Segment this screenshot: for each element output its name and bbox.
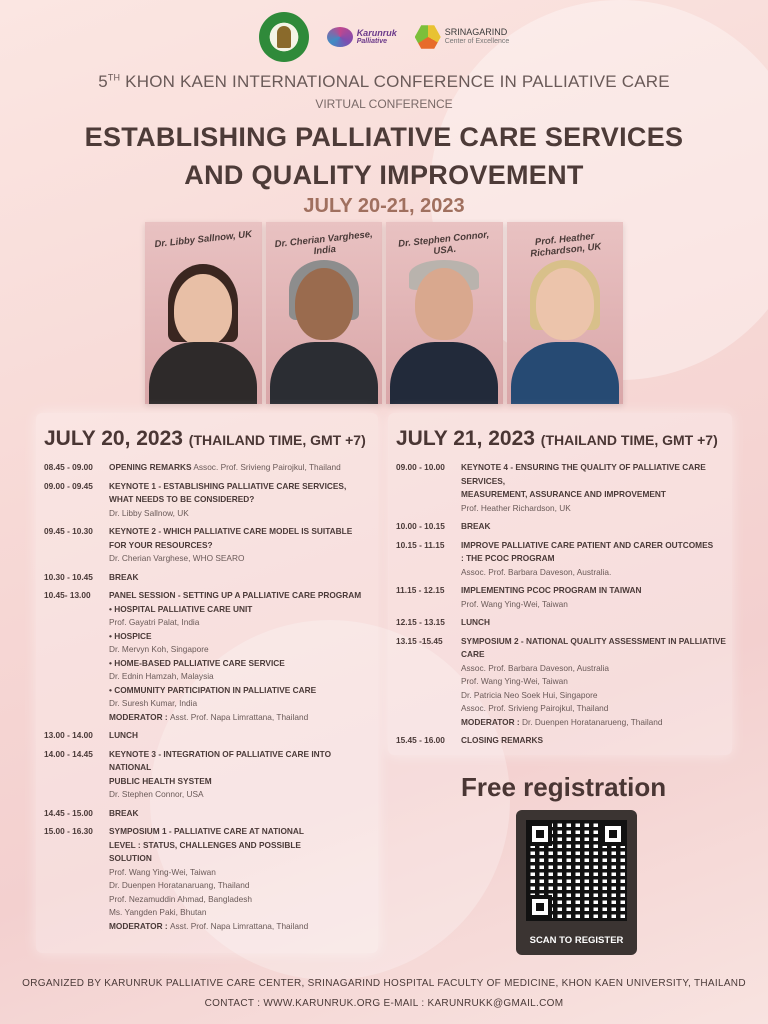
session-details bbox=[109, 480, 372, 521]
session-heading: MODERATOR : bbox=[461, 716, 522, 727]
session-row bbox=[44, 807, 372, 821]
speaker-card bbox=[507, 222, 624, 404]
day-2-sessions bbox=[396, 461, 726, 753]
karunruk-logo-icon bbox=[327, 27, 397, 47]
session-line bbox=[109, 507, 372, 521]
srinagarind-logo-sub: Center of Excellence bbox=[444, 38, 510, 46]
session-line bbox=[109, 788, 372, 802]
session-line bbox=[109, 748, 372, 775]
session-row bbox=[44, 589, 372, 724]
session-speaker: Dr. Stephen Connor, USA bbox=[109, 789, 204, 799]
conference-number: 5 bbox=[98, 72, 108, 91]
karunruk-logo-text: Karunruk bbox=[356, 28, 397, 38]
session-speaker: Prof. Wang Ying-Wei, Taiwan bbox=[461, 598, 568, 609]
session-heading: KEYNOTE 3 - INTEGRATION OF PALLIATIVE CARE INTO NATIONAL bbox=[109, 748, 332, 772]
session-heading: PANEL SESSION - SETTING UP A PALLIATIVE CARE PROGRAM bbox=[109, 590, 362, 600]
session-heading: FOR YOUR RESOURCES? bbox=[109, 539, 213, 550]
session-line bbox=[109, 866, 372, 880]
session-row bbox=[396, 584, 726, 611]
session-heading: OPENING REMARKS bbox=[109, 462, 192, 472]
event-title bbox=[0, 118, 768, 194]
day-1-timezone: (THAILAND TIME, GMT +7) bbox=[188, 432, 366, 448]
session-time: 13.15 -15.45 bbox=[396, 635, 443, 646]
session-line bbox=[461, 675, 726, 689]
session-row bbox=[44, 729, 372, 743]
session-heading: • HOSPICE bbox=[109, 630, 152, 641]
session-speaker: Assoc. Prof. Barbara Daveson, Australia. bbox=[461, 566, 612, 577]
session-row bbox=[396, 520, 726, 534]
session-heading: LUNCH bbox=[109, 730, 139, 740]
session-speaker: Dr. Cherian Varghese, WHO SEARO bbox=[109, 553, 245, 563]
session-line bbox=[109, 657, 372, 671]
session-time: 10.00 - 10.15 bbox=[396, 521, 445, 531]
session-line bbox=[461, 520, 726, 534]
session-row bbox=[396, 616, 726, 630]
session-line bbox=[109, 603, 372, 617]
session-heading: BREAK bbox=[109, 571, 139, 582]
logo-bar bbox=[0, 12, 768, 62]
session-heading: IMPLEMENTING PCOC PROGRAM IN TAIWAN bbox=[461, 585, 642, 595]
session-time: 10.45- 13.00 bbox=[44, 590, 91, 600]
session-line bbox=[109, 480, 372, 494]
session-row bbox=[44, 461, 372, 475]
session-heading: BREAK bbox=[461, 521, 491, 531]
session-details bbox=[461, 616, 726, 630]
event-dates: JULY 20-21, 2023 bbox=[303, 195, 465, 217]
session-heading: • HOSPITAL PALLIATIVE CARE UNIT bbox=[109, 603, 253, 614]
session-line bbox=[461, 734, 726, 748]
session-time: 10.15 - 11.15 bbox=[396, 539, 445, 550]
session-time: 12.15 - 13.15 bbox=[396, 617, 445, 627]
session-line bbox=[109, 552, 372, 566]
session-heading: • COMMUNITY PARTICIPATION IN PALLIATIVE CARE bbox=[109, 684, 317, 695]
session-heading: KEYNOTE 4 - ENSURING THE QUALITY OF PALLIATIVE CARE SERVICES, bbox=[461, 462, 706, 486]
session-time: 14.45 - 15.00 bbox=[44, 807, 93, 818]
session-line bbox=[109, 697, 372, 711]
session-heading: LEVEL : STATUS, CHALLENGES AND POSSIBLE bbox=[109, 839, 301, 850]
session-line bbox=[109, 670, 372, 684]
session-details bbox=[461, 539, 726, 580]
session-line bbox=[109, 729, 372, 743]
session-line bbox=[109, 525, 372, 539]
session-line bbox=[109, 775, 372, 789]
session-line bbox=[109, 807, 372, 821]
karunruk-logo-sub: Palliative bbox=[356, 38, 388, 45]
session-details bbox=[461, 461, 726, 515]
session-time: 13.00 - 14.00 bbox=[44, 730, 93, 740]
speaker-card bbox=[386, 222, 503, 404]
conference-ordinal: TH bbox=[107, 72, 121, 83]
session-line bbox=[109, 893, 372, 907]
session-details bbox=[461, 734, 726, 748]
session-heading: BREAK bbox=[109, 807, 139, 818]
session-line bbox=[109, 539, 372, 553]
conference-name bbox=[0, 72, 768, 92]
session-line bbox=[461, 566, 726, 580]
session-details bbox=[109, 748, 372, 802]
session-details bbox=[109, 461, 372, 475]
session-row bbox=[44, 571, 372, 585]
day-1-date: JULY 20, 2023 bbox=[44, 427, 183, 450]
srinagarind-logo-icon bbox=[415, 24, 510, 50]
session-speaker: Dr. Mervyn Koh, Singapore bbox=[109, 644, 209, 654]
session-line bbox=[461, 662, 726, 676]
session-details bbox=[461, 520, 726, 534]
session-heading: WHAT NEEDS TO BE CONSIDERED? bbox=[109, 494, 255, 504]
session-time: 08.45 - 09.00 bbox=[44, 462, 93, 472]
session-line bbox=[461, 488, 726, 502]
session-line bbox=[109, 643, 372, 657]
organized-by: ORGANIZED BY KARUNRUK PALLIATIVE CARE CENTER, SRINAGARIND HOSPITAL FACULTY OF MEDICINE, KHON KAEN UNIVERSITY, THAILAND bbox=[22, 978, 746, 989]
speaker-card bbox=[145, 222, 262, 404]
session-heading: MODERATOR : bbox=[109, 920, 170, 931]
speaker-name: Dr. Stephen Connor, USA. bbox=[397, 229, 490, 258]
speaker-name: Prof. Heather Richardson, UK bbox=[529, 230, 602, 260]
session-line bbox=[461, 552, 726, 566]
session-speaker: Prof. Wang Ying-Wei, Taiwan bbox=[109, 866, 216, 877]
session-line bbox=[109, 839, 372, 853]
day-1-sessions bbox=[44, 461, 372, 938]
session-row bbox=[44, 748, 372, 802]
session-heading: KEYNOTE 1 - ESTABLISHING PALLIATIVE CARE SERVICES, bbox=[109, 480, 347, 491]
speaker-name: Dr. Cherian Varghese, India bbox=[273, 228, 373, 258]
speaker-card bbox=[266, 222, 383, 404]
session-details bbox=[109, 729, 372, 743]
session-speaker: Prof. Gayatri Palat, India bbox=[109, 617, 200, 627]
virtual-label: VIRTUAL CONFERENCE bbox=[315, 97, 453, 111]
session-speaker: Dr. Libby Sallnow, UK bbox=[109, 507, 189, 518]
session-row bbox=[396, 635, 726, 730]
session-line bbox=[109, 825, 372, 839]
session-row bbox=[396, 461, 726, 515]
session-heading: SYMPOSIUM 1 - PALLIATIVE CARE AT NATIONAL bbox=[109, 826, 304, 836]
session-heading: SYMPOSIUM 2 - NATIONAL QUALITY ASSESSMENT IN PALLIATIVE CARE bbox=[461, 635, 726, 659]
session-time: 15.00 - 16.30 bbox=[44, 826, 93, 836]
contact-info: CONTACT : WWW.KARUNRUK.ORG E-MAIL : KARUNRUKK@GMAIL.COM bbox=[204, 998, 564, 1009]
session-line bbox=[461, 635, 726, 662]
speaker-name: Dr. Libby Sallnow, UK bbox=[154, 228, 253, 251]
session-speaker: Asst. Prof. Napa Limrattana, Thailand bbox=[170, 920, 309, 931]
session-time: 10.30 - 10.45 bbox=[44, 571, 93, 582]
session-speaker: Prof. Heather Richardson, UK bbox=[461, 502, 571, 513]
session-time: 09.00 - 09.45 bbox=[44, 480, 93, 491]
session-time: 14.00 - 14.45 bbox=[44, 748, 93, 759]
session-time: 11.15 - 12.15 bbox=[396, 585, 445, 595]
free-registration-label: Free registration bbox=[461, 772, 667, 802]
session-speaker: Dr. Suresh Kumar, India bbox=[109, 698, 198, 708]
session-line bbox=[109, 711, 372, 725]
title-line-2: AND QUALITY IMPROVEMENT bbox=[184, 160, 584, 190]
session-heading: IMPROVE PALLIATIVE CARE PATIENT AND CARER OUTCOMES bbox=[461, 539, 714, 550]
session-line bbox=[461, 461, 726, 488]
session-details bbox=[109, 825, 372, 933]
speaker-gallery bbox=[145, 222, 623, 404]
session-heading: MODERATOR : bbox=[109, 711, 170, 722]
title-line-1: ESTABLISHING PALLIATIVE CARE SERVICES bbox=[84, 122, 684, 152]
session-speaker: Prof. Nezamuddin Ahmad, Bangladesh bbox=[109, 893, 252, 904]
session-line bbox=[461, 539, 726, 553]
session-row bbox=[396, 539, 726, 580]
session-heading: SOLUTION bbox=[109, 853, 152, 863]
registration-qr[interactable] bbox=[516, 810, 637, 955]
srinagarind-logo-text: SRINAGARIND bbox=[444, 27, 508, 38]
session-time: 09.45 - 10.30 bbox=[44, 526, 93, 536]
session-time: 09.00 - 10.00 bbox=[396, 462, 445, 472]
session-speaker: Assoc. Prof. Srivieng Pairojkul, Thailand bbox=[191, 462, 341, 472]
session-speaker: Dr. Patricia Neo Soek Hui, Singapore bbox=[461, 689, 598, 700]
session-line bbox=[461, 502, 726, 516]
schedule-day-2 bbox=[388, 413, 732, 755]
session-heading: : THE PCOC PROGRAM bbox=[461, 553, 555, 563]
session-details bbox=[109, 571, 372, 585]
session-line bbox=[109, 616, 372, 630]
session-line bbox=[109, 493, 372, 507]
day-2-heading bbox=[396, 427, 718, 451]
scan-to-register-label: SCAN TO REGISTER bbox=[529, 935, 624, 946]
session-line bbox=[461, 598, 726, 612]
session-details bbox=[461, 635, 726, 730]
session-details bbox=[109, 589, 372, 724]
session-line bbox=[109, 589, 372, 603]
qr-code-icon[interactable] bbox=[526, 820, 627, 921]
session-details bbox=[109, 807, 372, 821]
session-details bbox=[461, 584, 726, 611]
session-heading: MEASUREMENT, ASSURANCE AND IMPROVEMENT bbox=[461, 489, 666, 499]
session-speaker: Ms. Yangden Paki, Bhutan bbox=[109, 907, 207, 917]
day-2-date: JULY 21, 2023 bbox=[396, 427, 535, 450]
conference-title: KHON KAEN INTERNATIONAL CONFERENCE IN PALLIATIVE CARE bbox=[120, 72, 670, 91]
session-details bbox=[109, 525, 372, 566]
session-line bbox=[461, 689, 726, 703]
session-speaker: Prof. Wang Ying-Wei, Taiwan bbox=[461, 676, 568, 686]
session-line bbox=[461, 616, 726, 630]
session-speaker: Asst. Prof. Napa Limrattana, Thailand bbox=[170, 711, 309, 722]
session-speaker: Assoc. Prof. Barbara Daveson, Australia bbox=[461, 662, 610, 673]
session-line bbox=[461, 716, 726, 730]
session-row bbox=[396, 734, 726, 748]
session-line bbox=[109, 879, 372, 893]
session-row bbox=[44, 480, 372, 521]
session-row bbox=[44, 525, 372, 566]
session-heading: CLOSING REMARKS bbox=[461, 735, 544, 745]
session-heading: LUNCH bbox=[461, 617, 491, 627]
session-speaker: Assoc. Prof. Srivieng Pairojkul, Thailand bbox=[461, 703, 609, 713]
session-speaker: Dr. Duenpen Horatanaruang, Thailand bbox=[109, 880, 250, 890]
session-line bbox=[109, 684, 372, 698]
university-seal-logo-icon bbox=[259, 12, 309, 62]
session-line bbox=[109, 920, 372, 934]
session-speaker: Dr. Ednin Hamzah, Malaysia bbox=[109, 671, 214, 681]
session-line bbox=[461, 584, 726, 598]
session-speaker: Dr. Duenpen Horatanarueng, Thailand bbox=[522, 716, 663, 727]
session-heading: • HOME-BASED PALLIATIVE CARE SERVICE bbox=[109, 657, 285, 668]
schedule-day-1 bbox=[36, 413, 378, 953]
session-line bbox=[109, 571, 372, 585]
day-2-timezone: (THAILAND TIME, GMT +7) bbox=[540, 432, 718, 448]
session-line bbox=[109, 461, 372, 475]
session-heading: KEYNOTE 2 - WHICH PALLIATIVE CARE MODEL IS SUITABLE bbox=[109, 526, 353, 536]
session-line bbox=[461, 702, 726, 716]
session-line bbox=[109, 630, 372, 644]
session-row bbox=[44, 825, 372, 933]
session-line bbox=[109, 852, 372, 866]
session-line bbox=[109, 906, 372, 920]
session-heading: PUBLIC HEALTH SYSTEM bbox=[109, 775, 212, 786]
day-1-heading bbox=[44, 427, 366, 451]
session-time: 15.45 - 16.00 bbox=[396, 735, 445, 745]
